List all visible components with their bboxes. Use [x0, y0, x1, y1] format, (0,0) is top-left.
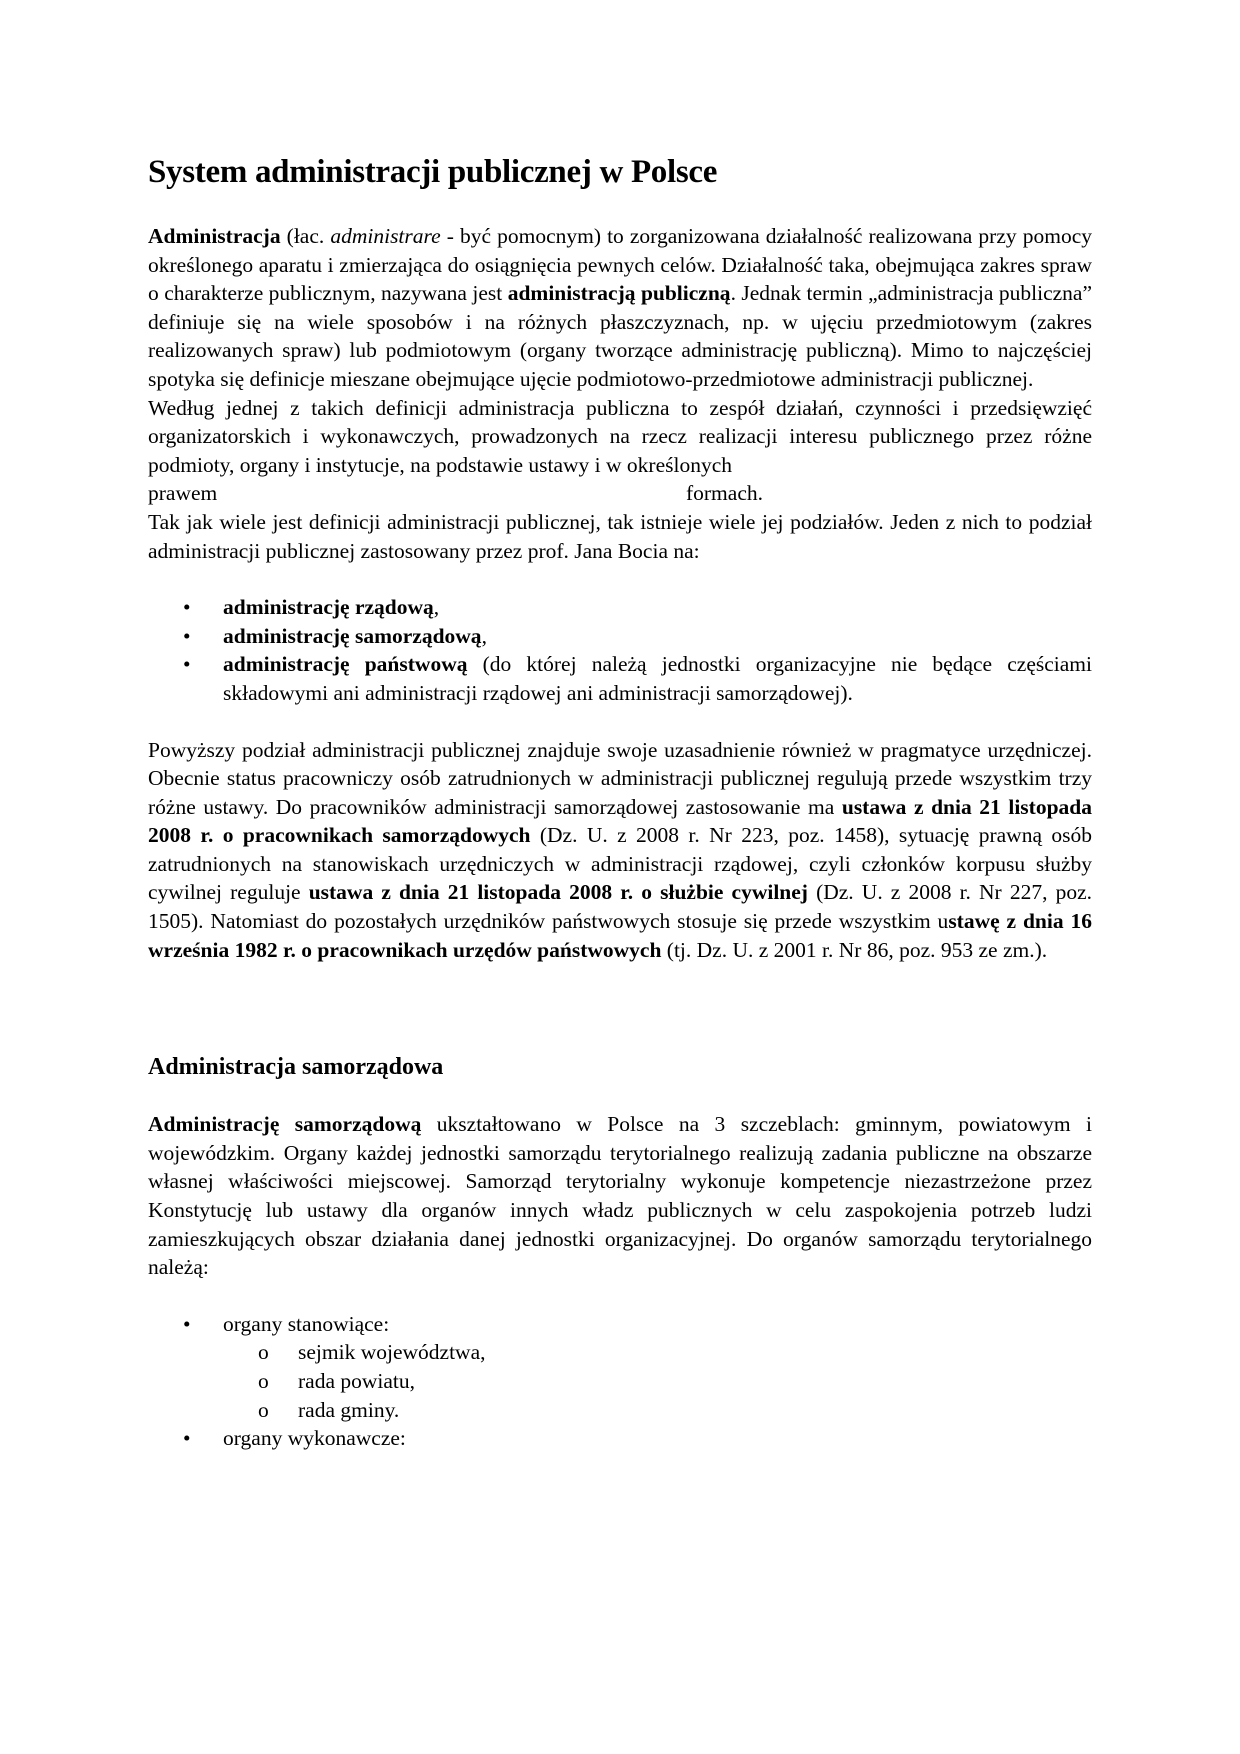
bullet-icon: •	[183, 595, 191, 620]
law-reference-3: stawę z dnia 16 września 1982 r. o pracownikach urzędów państwowych	[148, 909, 1092, 962]
list-item: • organy stanowiące: o sejmik województwa, o rada powiatu, o rada gminy.	[148, 1310, 1092, 1424]
bullet-icon: •	[183, 1311, 191, 1336]
intro-paragraph-2-last-line: prawem formach.	[148, 481, 763, 506]
intro-paragraph-2: Według jednej z takich definicji administracja publiczna to zespół działań, czynności i przedsięwzięć organizatorskich i wykonawczych, prowadzonych na rzecz realizacji interesu publicznego przez różne podmioty, organy i instytucje, na podstawie ustawy i w określonych	[148, 395, 1092, 477]
laws-paragraph: Powyższy podział administracji publicznej znajduje swoje uzasadnienie również w pragmatyce urzędniczej. Obecnie status pracowniczy osób zatrudnionych w administracji publicznej regulują przede wszystkim trzy różne ustawy. Do pracowników administracji samorządowej zastosowanie ma ustawa z dnia 21 listopada 2008 r. o pracownikach samorządowych (Dz. U. z 2008 r. Nr 223, poz. 1458), sytuację prawną osób zatrudnionych na stanowiskach urzędniczych w administracji rządowej, czyli członków korpusu służby cywilnej reguluje ustawa z dnia 21 listopada 2008 r. o służbie cywilnej (Dz. U. z 2008 r. Nr 227, poz. 1505). Natomiast do pozostałych urzędników państwowych stosuje się przede wszystkim ustawę z dnia 16 września 1982 r. o pracownikach urzędów państwowych (tj. Dz. U. z 2001 r. Nr 86, poz. 953 ze zm.).	[148, 737, 1092, 962]
bullet-icon: •	[183, 1426, 191, 1451]
intro-paragraph-3: Tak jak wiele jest definicji administracji publicznej, tak istnieje wiele jej podziałów. Jeden z nich to podział administracji publicznej zastosowany przez prof. Jana Bocia na:	[148, 509, 1092, 563]
list-item: • administrację państwową (do której należą jednostki organizacyjne nie będące częściami składowymi ani administracji rządowej ani administracji samorządowej).	[183, 652, 1092, 705]
spacer	[148, 964, 1092, 1052]
law-reference-2: ustawa z dnia 21 listopada 2008 r. o służbie cywilnej	[308, 880, 808, 905]
spacer	[148, 1082, 1092, 1110]
list-item: • administrację samorządową,	[148, 622, 1092, 651]
organs-list	[148, 1310, 1092, 1453]
bullet-icon: •	[183, 623, 191, 648]
list-item: • administrację rządową,	[148, 593, 1092, 622]
term-administracja-publiczna: administracją publiczną	[507, 281, 731, 306]
division-list	[148, 593, 1092, 707]
sub-list	[223, 1338, 1092, 1424]
spacer	[148, 708, 1092, 736]
intro-paragraph-1: Administracja (łac. administrare - być pomocnym) to zorganizowana działalność realizowana przy pomocy określonego aparatu i zmierzająca do osiągnięcia pewnych celów. Działalność taka, obejmująca zakres spraw o charakterze publicznym, nazywana jest administracją publiczną. Jednak termin „administracja publiczna” definiuje się na wiele sposobów i na różnych płaszczyznach, np. w ujęciu przedmiotowym (zakres realizowanych spraw) lub podmiotowym (organy tworzące administrację publiczną). Mimo to najczęściej spotyka się definicje mieszane obejmujące ujęcie podmiotowo-przedmiotowe administracji publicznej.	[148, 224, 1093, 391]
bullet-icon: •	[183, 652, 191, 677]
document-page	[148, 150, 1092, 1453]
term-administracja: Administracja	[148, 224, 281, 248]
sub-list-item: o rada powiatu,	[223, 1367, 1092, 1396]
section-heading: Administracja samorządowa	[148, 1054, 444, 1081]
list-item: • organy wykonawcze:	[148, 1424, 1092, 1453]
page-title: System administracji publicznej w Polsce	[148, 154, 718, 190]
spacer	[148, 565, 1092, 593]
spacer	[148, 194, 1092, 222]
circle-bullet-icon: o	[258, 1340, 269, 1365]
term-administracja-samorzadowa: Administrację samorządową	[148, 1112, 422, 1137]
sub-list-item: o sejmik województwa,	[223, 1338, 1092, 1367]
sub-list-item: o rada gminy.	[223, 1396, 1092, 1425]
circle-bullet-icon: o	[258, 1369, 269, 1393]
latin-term: administrare	[330, 224, 441, 248]
law-reference-1: ustawa z dnia 21 listopada 2008 r. o pracownikach samorządowych	[148, 794, 1092, 848]
circle-bullet-icon: o	[258, 1397, 269, 1422]
section-paragraph: Administrację samorządową ukształtowano w Polsce na 3 szczeblach: gminnym, powiatowym i wojewódzkim. Organy każdej jednostki samorządu terytorialnego realizują zadania publiczne na obszarze własnej właściwości miejscowej. Samorząd terytorialny wykonuje kompetencje niezastrzeżone przez Konstytucję lub ustawy dla organów innych władz publicznych w celu zaspokojenia potrzeb ludzi zamieszkujących obszar działania danej jednostki organizacyjnej. Do organów samorządu terytorialnego należą:	[148, 1112, 1093, 1280]
spacer	[148, 1282, 1092, 1310]
